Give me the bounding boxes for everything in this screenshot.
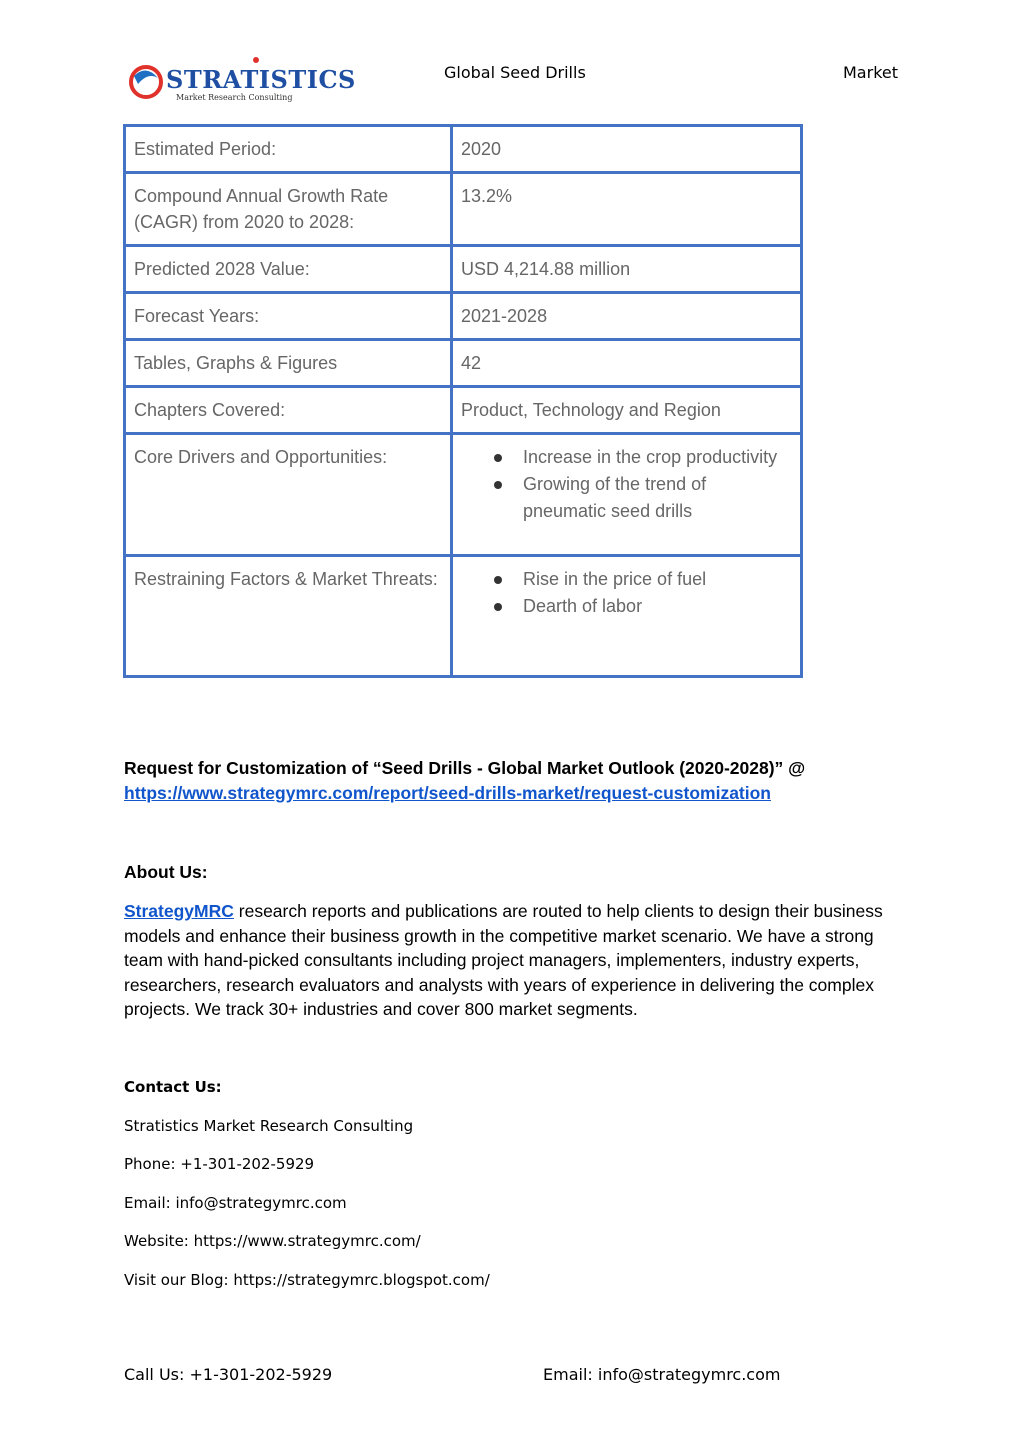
- list-item: Rise in the price of fuel: [523, 566, 792, 593]
- row-label: Chapters Covered:: [125, 387, 452, 434]
- strategymrc-link[interactable]: StrategyMRC: [124, 901, 234, 921]
- list-item: Dearth of labor: [523, 593, 792, 620]
- table-row: [125, 556, 802, 677]
- table-row: [125, 340, 802, 387]
- footer-email: Email: info@strategymrc.com: [543, 1365, 781, 1384]
- about-text: research reports and publications are routed to help clients to design their business models and enhance their business growth in the competitive market scenario. We have a strong team with hand-picked consultants including project managers, implementers, industry experts, researchers, research evaluators and analysts with years of experience in delivering the complex projects. We track 30+ industries and cover 800 market segments.: [124, 901, 883, 1019]
- contact-website: Website: https://www.strategymrc.com/: [124, 1232, 421, 1250]
- svg-text:Market Research Consulting: Market Research Consulting: [176, 93, 293, 102]
- row-label: Predicted 2028 Value:: [125, 246, 452, 293]
- table-row: [125, 173, 802, 246]
- row-label: Restraining Factors & Market Threats:: [125, 556, 452, 677]
- contact-phone: Phone: +1-301-202-5929: [124, 1155, 315, 1173]
- row-value-list: [452, 556, 802, 677]
- row-label: Forecast Years:: [125, 293, 452, 340]
- list-item: Growing of the trend of pneumatic seed drills: [523, 471, 792, 525]
- customization-link[interactable]: https://www.strategymrc.com/report/seed-drills-market/request-customization: [124, 783, 771, 803]
- contact-company: Stratistics Market Research Consulting: [124, 1117, 414, 1135]
- svg-text:STRATISTICS: STRATISTICS: [166, 65, 356, 94]
- contact-blog: Visit our Blog: https://strategymrc.blogspot.com/: [124, 1271, 490, 1289]
- contact-email: Email: info@strategymrc.com: [124, 1194, 347, 1212]
- customization-text: Request for Customization of “Seed Drills - Global Market Outlook (2020-2028)” @: [124, 758, 806, 778]
- row-label: Compound Annual Growth Rate (CAGR) from 2020 to 2028:: [125, 173, 452, 246]
- header-title: Global Seed Drills: [444, 63, 586, 82]
- about-heading: About Us:: [124, 862, 208, 882]
- row-label: Estimated Period:: [125, 126, 452, 173]
- stratistics-logo: [126, 54, 356, 106]
- row-value-list: [452, 434, 802, 556]
- footer-call: Call Us: +1-301-202-5929: [124, 1365, 333, 1384]
- report-summary-table: [123, 124, 803, 678]
- row-value: Product, Technology and Region: [452, 387, 802, 434]
- row-value: 2021-2028: [452, 293, 802, 340]
- about-body: [124, 899, 914, 1022]
- row-label: Tables, Graphs & Figures: [125, 340, 452, 387]
- table-row: [125, 126, 802, 173]
- customization-request: [124, 756, 904, 806]
- list-item: Increase in the crop productivity: [523, 444, 792, 471]
- row-value: 13.2%: [452, 173, 802, 246]
- row-label: Core Drivers and Opportunities:: [125, 434, 452, 556]
- table-row: [125, 387, 802, 434]
- contact-heading: Contact Us:: [124, 1078, 222, 1096]
- table-row: [125, 246, 802, 293]
- row-value: 42: [452, 340, 802, 387]
- table-row: [125, 434, 802, 556]
- table-row: [125, 293, 802, 340]
- row-value: USD 4,214.88 million: [452, 246, 802, 293]
- row-value: 2020: [452, 126, 802, 173]
- header-right: Market: [843, 63, 898, 82]
